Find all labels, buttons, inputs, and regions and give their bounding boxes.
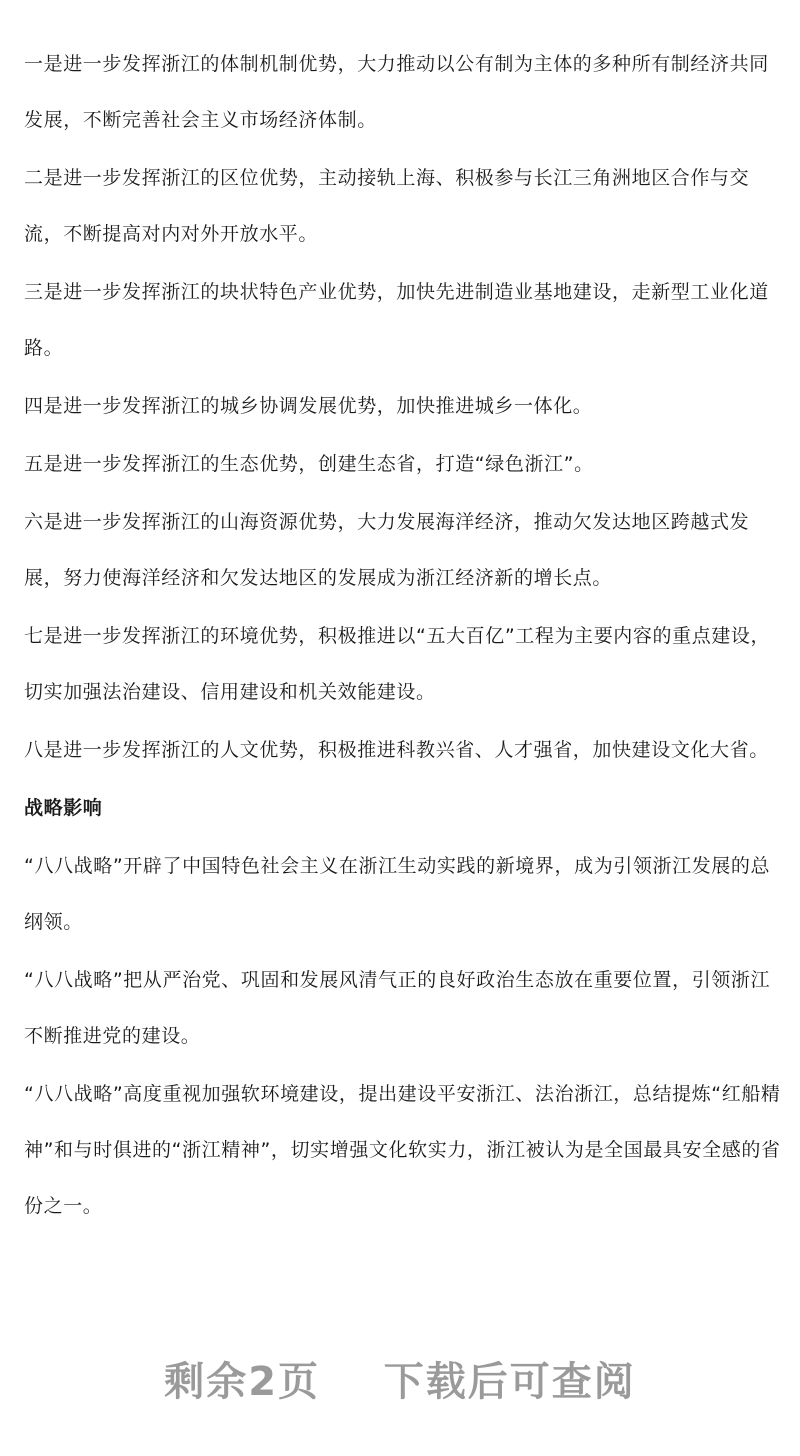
paragraph-impact-2: “八八战略”把从严治党、巩固和发展风清气正的良好政治生态放在重要位置，引领浙江不断推进党的建设。 [24, 969, 771, 1047]
paragraph-point-6: 六是进一步发挥浙江的山海资源优势，大力发展海洋经济，推动欠发达地区跨越式发展，努力使海洋经济和欠发达地区的发展成为浙江经济新的增长点。 [24, 511, 750, 589]
paragraph-point-8: 八是进一步发挥浙江的人文优势，积极推进科教兴省、人才强省，加快建设文化大省。 [24, 739, 769, 761]
paragraph-point-7: 七是进一步发挥浙江的环境优势，积极推进以“五大百亿”工程为主要内容的重点建设，切实加强法治建设、信用建设和机关效能建设。 [24, 625, 771, 703]
document-body [24, 36, 784, 1236]
section-heading: 战略影响 [24, 797, 103, 819]
paragraph-point-1: 一是进一步发挥浙江的体制机制优势，大力推动以公有制为主体的多种所有制经济共同发展，不断完善社会主义市场经济体制。 [24, 53, 769, 131]
remaining-pages-label: 剩余2页 [164, 1359, 321, 1405]
paragraph-point-4: 四是进一步发挥浙江的城乡协调发展优势，加快推进城乡一体化。 [24, 395, 593, 417]
download-prompt-banner[interactable] [0, 1350, 800, 1407]
paragraph-point-3: 三是进一步发挥浙江的块状特色产业优势，加快先进制造业基地建设，走新型工业化道路。 [24, 281, 769, 359]
paragraph-point-2: 二是进一步发挥浙江的区位优势，主动接轨上海、积极参与长江三角洲地区合作与交流，不断提高对内对外开放水平。 [24, 167, 750, 245]
paragraph-impact-1: “八八战略”开辟了中国特色社会主义在浙江生动实践的新境界，成为引领浙江发展的总纲领。 [24, 855, 771, 933]
paragraph-point-5: 五是进一步发挥浙江的生态优势，创建生态省，打造“绿色浙江”。 [24, 453, 594, 475]
download-prompt-label: 下载后可查阅 [383, 1359, 636, 1405]
paragraph-impact-3: “八八战略”高度重视加强软环境建设，提出建设平安浙江、法治浙江，总结提炼“红船精神”和与时俱进的“浙江精神”，切实增强文化软实力，浙江被认为是全国最具安全感的省份之一。 [24, 1083, 781, 1217]
